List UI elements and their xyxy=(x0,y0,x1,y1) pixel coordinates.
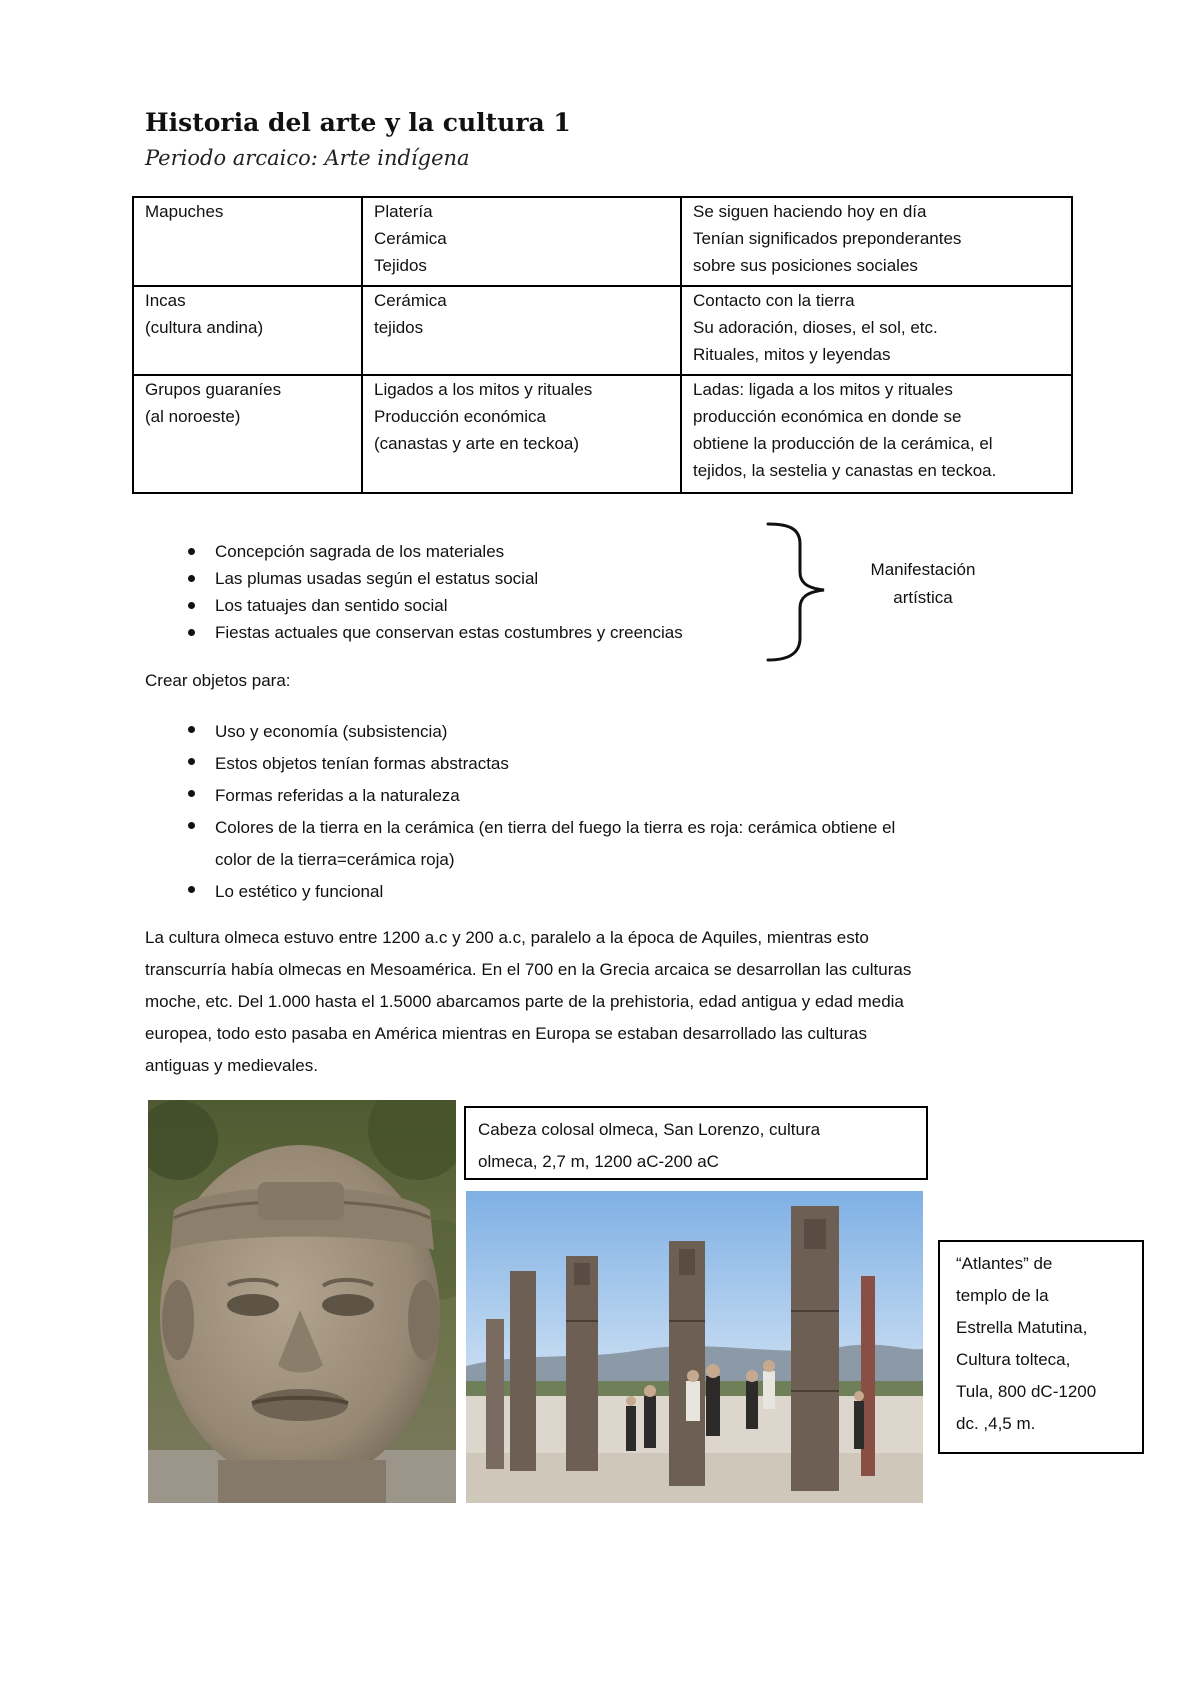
brace-label xyxy=(848,556,998,612)
list-item xyxy=(145,538,683,565)
list-item-text: Los tatuajes dan sentido social xyxy=(215,596,448,615)
cell-line: Su adoración, dioses, el sol, etc. xyxy=(693,318,938,337)
bullet-icon xyxy=(188,886,195,893)
table-cell xyxy=(362,197,681,286)
cell-line: Ligados a los mitos y rituales xyxy=(374,380,593,399)
cell-line: Se siguen haciendo hoy en día xyxy=(693,202,927,221)
list-item xyxy=(145,876,895,908)
list-item xyxy=(145,565,683,592)
caption-line: Tula, 800 dC-1200 xyxy=(956,1382,1097,1401)
paragraph-line: La cultura olmeca estuvo entre 1200 a.c y 200 a.c, paralelo a la época de Aquiles, mientras esto xyxy=(145,928,869,947)
cell-line: (al noroeste) xyxy=(145,407,241,426)
table-cell xyxy=(362,286,681,375)
caption-line: Cabeza colosal olmeca, San Lorenzo, cultura xyxy=(478,1120,821,1139)
bullet-icon xyxy=(188,602,195,609)
caption-line: “Atlantes” de xyxy=(956,1254,1053,1273)
olmec-head-photo xyxy=(148,1100,456,1503)
paragraph-line: antiguas y medievales. xyxy=(145,1056,318,1075)
list-item xyxy=(145,619,683,646)
table-row xyxy=(133,286,1072,375)
table-cell xyxy=(133,286,362,375)
table-row xyxy=(133,197,1072,286)
cell-line: (cultura andina) xyxy=(145,318,264,337)
table-row xyxy=(133,375,1072,493)
caption-olmec-head xyxy=(464,1106,928,1180)
caption-line: olmeca, 2,7 m, 1200 aC-200 aC xyxy=(478,1152,719,1171)
cell-line: Cerámica xyxy=(374,291,447,310)
cell-line: Mapuches xyxy=(145,202,224,221)
table-cell xyxy=(133,375,362,493)
cell-line: obtiene la producción de la cerámica, el xyxy=(693,434,993,453)
table-cell xyxy=(133,197,362,286)
table-cell xyxy=(681,286,1072,375)
caption-line: templo de la xyxy=(956,1286,1049,1305)
table-cell xyxy=(681,197,1072,286)
cell-line: Rituales, mitos y leyendas xyxy=(693,345,891,364)
list-item-text: Las plumas usadas según el estatus social xyxy=(215,569,539,588)
paragraph-line: europea, todo esto pasaba en América mientras en Europa se estaban desarrollado las culturas xyxy=(145,1024,868,1043)
list-item-text: Formas referidas a la naturaleza xyxy=(215,786,460,805)
cell-line: Contacto con la tierra xyxy=(693,291,855,310)
cell-line: producción económica en donde se xyxy=(693,407,962,426)
list-item xyxy=(145,812,895,844)
caption-atlantes xyxy=(938,1240,1144,1454)
bullet-icon xyxy=(188,726,195,733)
bullet-icon xyxy=(188,758,195,765)
olmec-paragraph xyxy=(145,922,1075,1082)
bullet-icon xyxy=(188,575,195,582)
atlantes-photo xyxy=(466,1191,923,1503)
list-item xyxy=(145,780,895,812)
bullet-icon xyxy=(188,548,195,555)
brace-label-line: Manifestación xyxy=(870,560,976,579)
list-item-text: Colores de la tierra en la cerámica (en tierra del fuego la tierra es roja: cerámica obtiene el xyxy=(215,818,896,837)
cell-line: Platería xyxy=(374,202,433,221)
table-cell xyxy=(362,375,681,493)
cell-line: Tejidos xyxy=(374,256,427,275)
list-item-text: Lo estético y funcional xyxy=(215,882,384,901)
list-item-text: Estos objetos tenían formas abstractas xyxy=(215,754,509,773)
list-item-text: Fiestas actuales que conservan estas costumbres y creencias xyxy=(215,623,683,642)
paragraph-line: moche, etc. Del 1.000 hasta el 1.5000 abarcamos parte de la prehistoria, edad antigua y edad media xyxy=(145,992,904,1011)
cell-line: tejidos xyxy=(374,318,424,337)
bullet-list-traits xyxy=(145,538,683,646)
list-item-text: Uso y economía (subsistencia) xyxy=(215,722,448,741)
cell-line: Producción económica xyxy=(374,407,546,426)
list-item xyxy=(145,592,683,619)
cultures-table xyxy=(132,196,1073,494)
bullet-icon xyxy=(188,629,195,636)
cell-line: Cerámica xyxy=(374,229,447,248)
document-subtitle: Periodo arcaico: Arte indígena xyxy=(145,146,470,170)
section-lead: Crear objetos para: xyxy=(145,671,291,690)
cell-line: tejidos, la sestelia y canastas en teckoa. xyxy=(693,461,997,480)
cell-line: Ladas: ligada a los mitos y rituales xyxy=(693,380,953,399)
list-item xyxy=(145,716,895,748)
caption-line: Cultura tolteca, xyxy=(956,1350,1071,1369)
curly-brace-icon xyxy=(760,520,840,665)
bullet-icon xyxy=(188,822,195,829)
cell-line: (canastas y arte en teckoa) xyxy=(374,434,580,453)
bullet-icon xyxy=(188,790,195,797)
paragraph-line: transcurría había olmecas en Mesoamérica. En el 700 en la Grecia arcaica se desarrollan las culturas xyxy=(145,960,912,979)
document-title: Historia del arte y la cultura 1 xyxy=(145,108,571,137)
bullet-list-objects xyxy=(145,716,895,908)
brace-label-line: artística xyxy=(893,588,953,607)
cell-line: sobre sus posiciones sociales xyxy=(693,256,918,275)
list-item xyxy=(145,748,895,780)
cell-line: Incas xyxy=(145,291,186,310)
table-cell xyxy=(681,375,1072,493)
cell-line: Tenían significados preponderantes xyxy=(693,229,962,248)
caption-line: Estrella Matutina, xyxy=(956,1318,1088,1337)
list-item-text: Concepción sagrada de los materiales xyxy=(215,542,505,561)
list-item-text: color de la tierra=cerámica roja) xyxy=(215,850,455,869)
cell-line: Grupos guaraníes xyxy=(145,380,282,399)
list-item-continuation xyxy=(145,844,895,876)
caption-line: dc. ,4,5 m. xyxy=(956,1414,1036,1433)
